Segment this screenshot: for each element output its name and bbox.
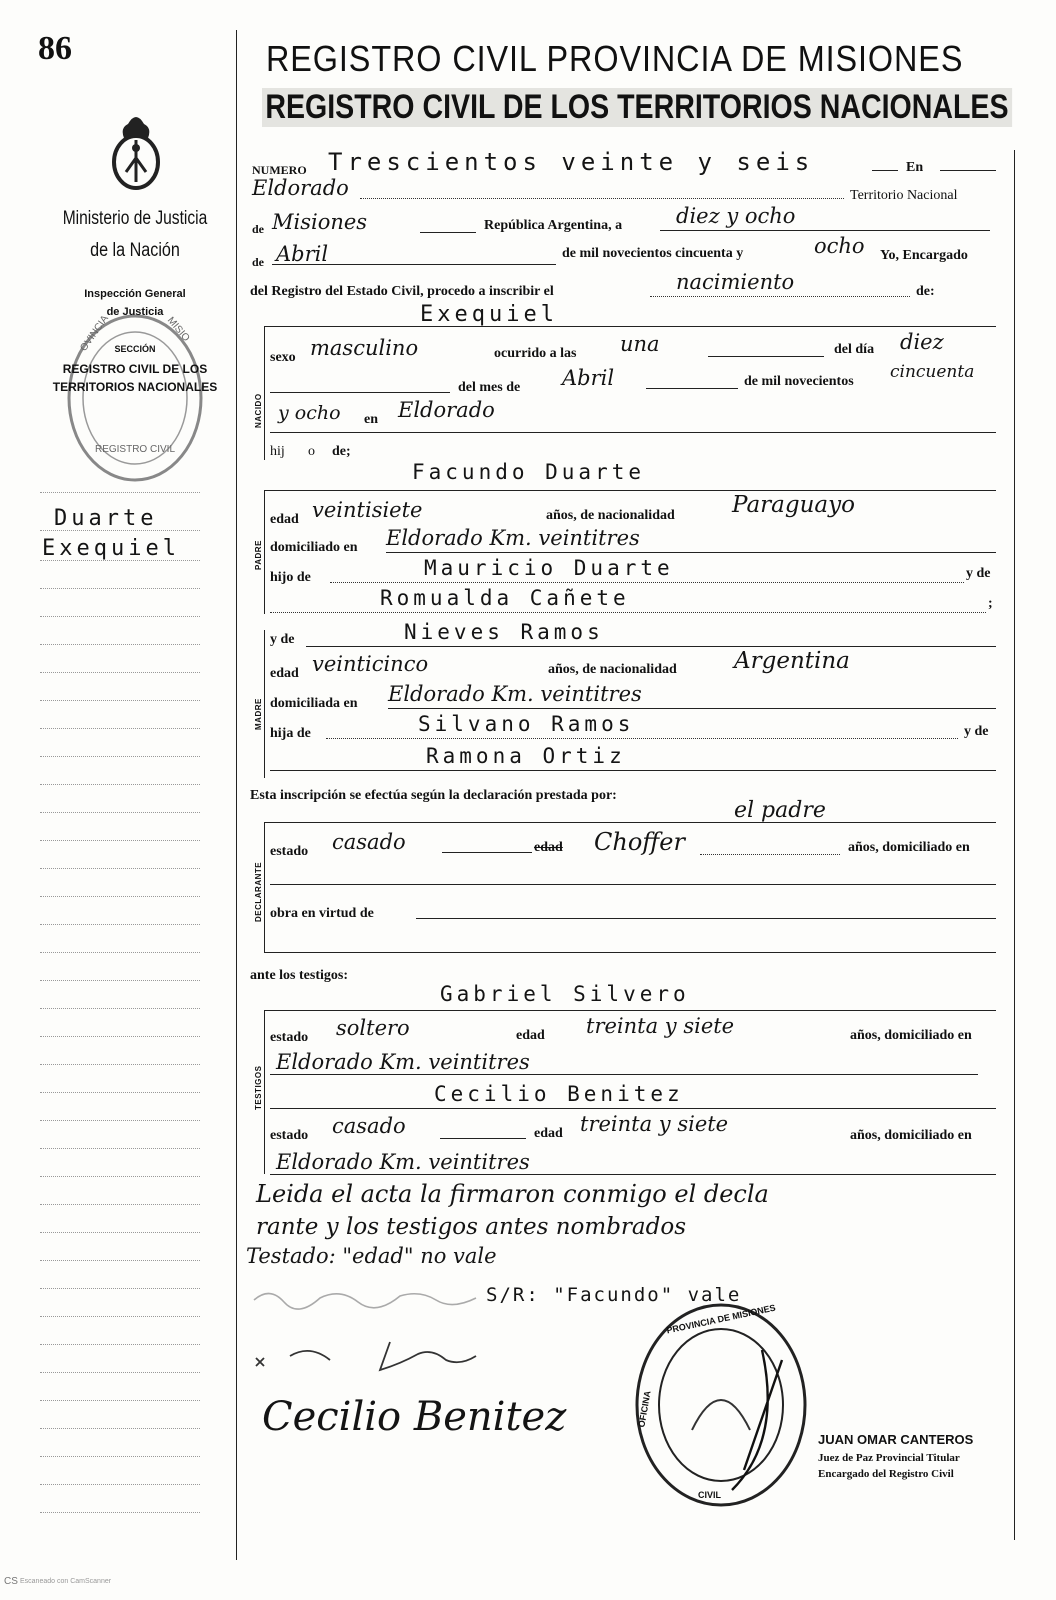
- label-edad-madre: edad: [270, 666, 299, 681]
- stamp-ring-right: MISIO: [164, 315, 192, 344]
- label-en: En: [906, 160, 924, 175]
- value-testigo1-edad: treinta y siete: [586, 1014, 735, 1038]
- side-label-madre: MADRE: [254, 698, 263, 730]
- value-hora: una: [620, 332, 660, 356]
- label-edad-t2: edad: [534, 1126, 563, 1141]
- label-ocurrido: ocurrido a las: [494, 346, 577, 361]
- value-testigo1-domicilio: Eldorado Km. veintitres: [276, 1050, 530, 1074]
- value-testigo1-estado: soltero: [336, 1016, 410, 1040]
- value-ano-nac-1: cincuenta: [890, 362, 975, 382]
- value-mes: Abril: [276, 242, 329, 266]
- value-madre-nombre: Nieves Ramos: [404, 620, 604, 644]
- value-testigo2-edad: treinta y siete: [580, 1112, 729, 1136]
- label-yo: Yo, Encargado: [880, 248, 968, 263]
- label-anos-nac-padre: años, de nacionalidad: [546, 508, 675, 523]
- value-hij-suffix: o: [308, 444, 315, 459]
- note-line-1: Leida el acta la firmaron conmigo el decla: [256, 1180, 769, 1208]
- value-dia: diez y ocho: [676, 204, 796, 228]
- header-title-2: REGISTRO CIVIL DE LOS TERRITORIOS NACIONALES: [262, 88, 1012, 127]
- stamp-line-4: REGISTRO CIVIL DE LOS: [62, 362, 208, 376]
- page-number: 86: [38, 30, 72, 67]
- label-edad-padre: edad: [270, 512, 299, 527]
- stamp-ring-top: PROVINCIA DE MISIONES: [665, 1302, 777, 1336]
- label-hijo-de: hijo de: [270, 570, 311, 585]
- stamp-ring-bottom-official: CIVIL: [698, 1490, 722, 1500]
- value-padre-domicilio: Eldorado Km. veintitres: [386, 526, 640, 550]
- value-nombre: Exequiel: [420, 302, 558, 327]
- label-edad-t1: edad: [516, 1028, 545, 1043]
- coat-of-arms-icon: [108, 110, 164, 199]
- label-y-de-madre: y de: [270, 632, 295, 647]
- value-madre-padre: Silvano Ramos: [418, 712, 635, 736]
- label-domiciliado-padre: domiciliado en: [270, 540, 358, 555]
- label-domiciliada: domiciliada en: [270, 696, 358, 711]
- value-padre-edad: veintisiete: [312, 498, 423, 522]
- value-madre-nacionalidad: Argentina: [734, 648, 850, 674]
- label-de-1: de: [252, 222, 264, 236]
- value-madre-edad: veinticinco: [312, 652, 429, 676]
- label-registro: del Registro del Estado Civil, procedo a inscribir el: [250, 284, 554, 299]
- stamp-line-3: SECCIÓN: [114, 344, 156, 354]
- signature-3: Cecilio Benitez: [262, 1394, 567, 1440]
- right-edge-line: [1014, 150, 1015, 1540]
- side-label-testigos: TESTIGOS: [254, 1065, 263, 1110]
- label-republica: República Argentina, a: [484, 218, 623, 233]
- label-de-semi: de;: [332, 444, 351, 459]
- value-testigo1-nombre: Gabriel Silvero: [440, 982, 690, 1006]
- label-semicolon: ;: [988, 596, 993, 611]
- label-en-lc: en: [364, 412, 378, 427]
- label-estado-t2: estado: [270, 1128, 309, 1143]
- margin-given-name: Exequiel: [42, 536, 180, 561]
- label-anos-dom-declarante: años, domiciliado en: [848, 840, 970, 855]
- label-estado-t1: estado: [270, 1030, 309, 1045]
- header-title-1: REGISTRO CIVIL PROVINCIA DE MISIONES: [266, 38, 964, 79]
- label-inscripcion: Esta inscripción se efectúa según la declaración prestada por:: [250, 788, 617, 803]
- label-hija-de: hija de: [270, 726, 311, 741]
- value-acto: nacimiento: [676, 270, 795, 294]
- label-anos-dom-t2: años, domiciliado en: [850, 1128, 972, 1143]
- official-stamp: [632, 1300, 810, 1510]
- value-territorio: Misiones: [272, 210, 368, 234]
- label-anos-dom-t1: años, domiciliado en: [850, 1028, 972, 1043]
- stamp-line-5: TERRITORIOS NACIONALES: [52, 380, 218, 394]
- label-testigos: ante los testigos:: [250, 968, 348, 983]
- signature-2-icon: [250, 1334, 500, 1379]
- value-testigo2-nombre: Cecilio Benitez: [434, 1082, 684, 1106]
- side-label-declarante: DECLARANTE: [254, 861, 263, 922]
- value-lugar: Eldorado: [252, 176, 349, 200]
- note-line-4: S/R: "Facundo" vale: [486, 1284, 742, 1306]
- label-anos-nac-madre: años, de nacionalidad: [548, 662, 677, 677]
- value-testigo2-estado: casado: [332, 1114, 406, 1138]
- margin-surname: Duarte: [54, 506, 158, 531]
- value-numero: Trescientos veinte y seis: [328, 148, 815, 176]
- value-declarante-estado: casado: [332, 830, 406, 854]
- stamp-line-1: Inspección General: [84, 288, 186, 300]
- value-padre-nombre: Facundo Duarte: [412, 460, 646, 484]
- value-ano: ocho: [814, 234, 865, 258]
- label-territorio: Territorio Nacional: [850, 188, 958, 203]
- value-madre-madre: Ramona Ortiz: [426, 744, 626, 768]
- scanner-text: Escaneado con CamScanner: [20, 1578, 112, 1585]
- value-testigo2-domicilio: Eldorado Km. veintitres: [276, 1150, 530, 1174]
- label-hij: hij: [270, 444, 285, 459]
- margin-divider: [236, 30, 237, 1560]
- label-de-mil-2: de mil novecientos: [744, 374, 854, 389]
- value-declarante: el padre: [734, 798, 826, 823]
- label-del-mes: del mes de: [458, 380, 521, 395]
- value-padre-madre: Romualda Cañete: [380, 586, 630, 610]
- value-declarante-profesion: Choffer: [594, 828, 685, 856]
- label-de-mil: de mil novecientos cincuenta y: [562, 246, 744, 261]
- note-line-2: rante y los testigos antes nombrados: [256, 1214, 687, 1240]
- label-de-2: de: [252, 255, 264, 269]
- value-padre-padre: Mauricio Duarte: [424, 556, 674, 580]
- scanner-badge: CS: [4, 1576, 18, 1587]
- official-name: JUAN OMAR CANTEROS: [818, 1432, 974, 1447]
- label-y-de-madre-2: y de: [964, 724, 989, 739]
- side-label-nacido: NACIDO: [254, 393, 263, 428]
- label-obra: obra en virtud de: [270, 906, 374, 921]
- label-estado-declarante: estado: [270, 844, 309, 859]
- value-sexo: masculino: [310, 336, 419, 360]
- stamp-ring-left: OVINCIA: [78, 313, 111, 354]
- value-dia-nac: diez: [900, 330, 944, 354]
- label-del-dia: del día: [834, 342, 875, 357]
- value-ano-nac-2: y ocho: [278, 402, 341, 424]
- official-title-2: Encargado del Registro Civil: [818, 1468, 954, 1480]
- value-madre-domicilio: Eldorado Km. veintitres: [388, 682, 642, 706]
- ministry-line-2: de la Nación: [90, 240, 180, 261]
- label-edad-struck: edad: [534, 840, 563, 855]
- side-label-padre: PADRE: [254, 540, 263, 570]
- left-registry-stamp: [52, 288, 218, 483]
- stamp-ring-bottom: REGISTRO CIVIL: [94, 444, 175, 455]
- note-line-3: Testado: "edad" no vale: [246, 1244, 497, 1268]
- official-title-1: Juez de Paz Provincial Titular: [818, 1452, 960, 1464]
- label-sexo: sexo: [270, 350, 296, 365]
- label-y-de-padre: y de: [966, 566, 991, 581]
- ministry-line-1: Ministerio de Justicia: [62, 208, 208, 229]
- label-de-colon: de:: [916, 284, 935, 299]
- value-mes-nac: Abril: [562, 366, 615, 390]
- stamp-line-2: de Justicia: [106, 306, 164, 318]
- signature-1-icon: [250, 1280, 480, 1319]
- value-padre-nacionalidad: Paraguayo: [732, 492, 855, 518]
- label-numero: NUMERO: [252, 163, 307, 177]
- stamp-ring-left-official: OFICINA: [636, 1389, 653, 1429]
- value-lugar-nac: Eldorado: [398, 398, 495, 422]
